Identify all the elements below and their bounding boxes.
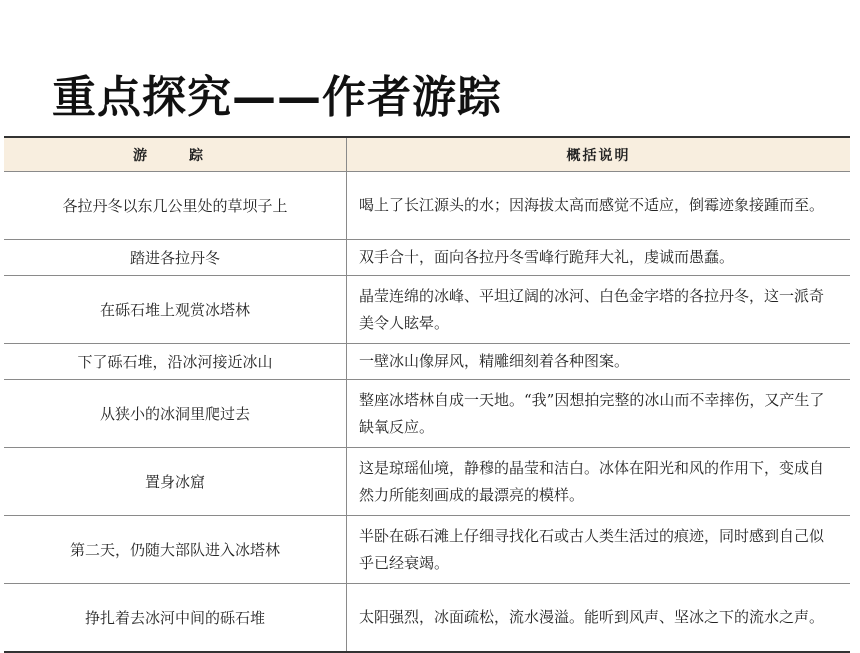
route-cell: 从狭小的冰洞里爬过去 bbox=[4, 380, 347, 448]
description-cell: 喝上了长江源头的水；因海拔太高而感觉不适应，倒霉迹象接踵而至。 bbox=[347, 172, 851, 240]
table-row bbox=[4, 240, 850, 276]
description-cell: 晶莹连绵的冰峰、平坦辽阔的冰河、白色金字塔的各拉丹冬，这一派奇美令人眩晕。 bbox=[347, 276, 851, 344]
header-description: 概括说明 bbox=[347, 137, 851, 172]
route-cell: 踏进各拉丹冬 bbox=[4, 240, 347, 276]
description-cell: 双手合十，面向各拉丹冬雪峰行跪拜大礼，虔诚而愚蠢。 bbox=[347, 240, 851, 276]
table-row bbox=[4, 584, 850, 653]
route-table bbox=[4, 136, 850, 653]
table-row bbox=[4, 276, 850, 344]
description-cell: 这是琼瑶仙境，静穆的晶莹和洁白。冰体在阳光和风的作用下，变成自然力所能刻画成的最漂亮的模样。 bbox=[347, 448, 851, 516]
table-row bbox=[4, 172, 850, 240]
table-row bbox=[4, 516, 850, 584]
route-table-container bbox=[4, 136, 850, 653]
header-route: 游 踪 bbox=[4, 137, 347, 172]
route-cell: 置身冰窟 bbox=[4, 448, 347, 516]
table-row bbox=[4, 380, 850, 448]
description-cell: 太阳强烈，冰面疏松，流水漫溢。能听到风声、坚冰之下的流水之声。 bbox=[347, 584, 851, 653]
table-row bbox=[4, 344, 850, 380]
description-cell: 半卧在砾石滩上仔细寻找化石或古人类生活过的痕迹，同时感到自己似乎已经衰竭。 bbox=[347, 516, 851, 584]
route-cell: 各拉丹冬以东几公里处的草坝子上 bbox=[4, 172, 347, 240]
table-row bbox=[4, 448, 850, 516]
description-cell: 一壁冰山像屏风，精雕细刻着各种图案。 bbox=[347, 344, 851, 380]
route-cell: 下了砾石堆，沿冰河接近冰山 bbox=[4, 344, 347, 380]
description-cell: 整座冰塔林自成一天地。“我”因想拍完整的冰山而不幸摔伤，又产生了缺氧反应。 bbox=[347, 380, 851, 448]
route-cell: 第二天，仍随大部队进入冰塔林 bbox=[4, 516, 347, 584]
route-cell: 在砾石堆上观赏冰塔林 bbox=[4, 276, 347, 344]
table-header-row bbox=[4, 137, 850, 172]
slide-title: 重点探究——作者游踪 bbox=[52, 72, 502, 123]
route-cell: 挣扎着去冰河中间的砾石堆 bbox=[4, 584, 347, 653]
